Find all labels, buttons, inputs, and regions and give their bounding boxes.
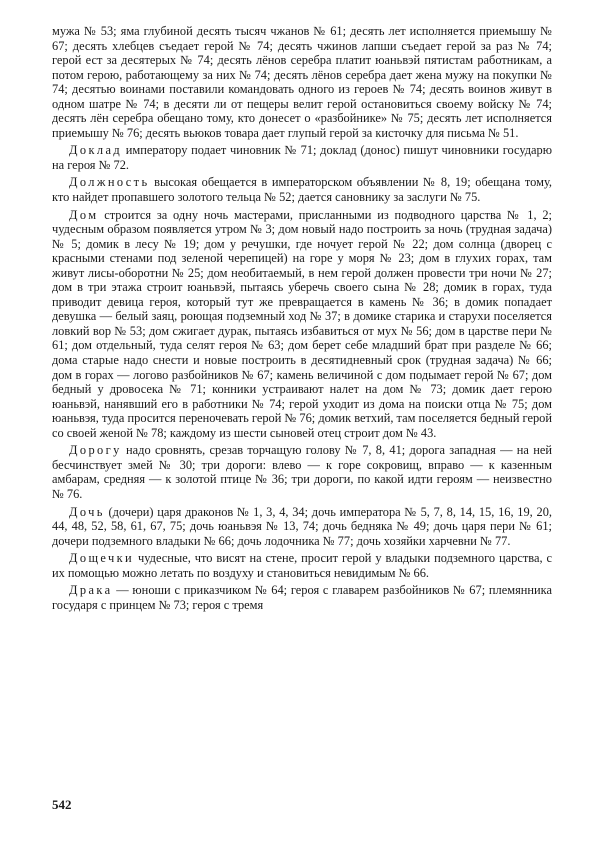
page-number: 542 <box>52 797 72 812</box>
entry-text: высокая обещается в императорском объявлении № 8, 19; обещана тому, кто найдет пропавшего золотого тельца № 52; дается сановнику за заслуги № 75. <box>52 175 552 205</box>
entry-term: Дощечки <box>69 551 135 566</box>
entry-text: — юноши с приказчиком № 64; героя с главарем разбойников № 67; племянника государя с принцем № 73; героя с тремя <box>52 583 552 612</box>
entry-text: строится за одну ночь мастерами, присланными из подводного царства № 1, 2; чудесным образом появляется утром № 3; дом новый надо построить за ночь (трудная задача) № 5; домик в лесу № 19; дом у речушки, где ночует герой № 22; дом солнца (дворец с красными стенами под зеленой черепицей) на горе у моря № 23; дом в глухих горах, там живут лисы-оборотни № 25; дом необитаемый, в нем герой должен провести три ночи № 27; дом в три этажа строит юаньвэй, пытаясь уберечь своего сына № 28; домик в горах, туда приводит девица героя, который тут же превращается в камень № 36; в домик попадает девушка — белый заяц, роющая подземный ход № 37; в домике старика и старухи поселяется ловкий вор № 53; дом сжигает дурак, пытаясь избавиться от мух № 56; дом в царстве пери № 61; дом отдельный, туда селят героя № 63; дом берет себе младший брат при разделе № 66; дома старые надо снести и новые построить в десятидневный срок (трудная задача) № 66; дом в горах — логово разбойников № 67; камень величиной с дом подымает герой № 67; дом бедный у дровосека № 71; конники устраивают налет на дом № 73; домик дает герою юаньвэй, нанявший его в работники № 74; герой уходит из дома на поиски отца № 75; дом юаньвэя, туда просится переночевать герой № 76; домик ветхий, там поселяется бедный герой со своей женой № 78; каждому из шести сыновей отец строит дом № 43. <box>52 207 552 440</box>
entry-text: императору подает чиновник № 71; доклад (донос) пишут чиновники государю на героя № 72. <box>52 143 552 172</box>
index-entry-draka <box>52 583 552 612</box>
entry-term: Дорогу <box>69 443 122 458</box>
index-entry-dom <box>52 208 552 441</box>
index-entry-doklad <box>52 143 552 172</box>
entry-term: Должность <box>69 175 150 190</box>
entry-text: мужа № 53; яма глубиной десять тысяч чжанов № 61; десять лет исполняется приемышу № 67; десять хлебцев съедает герой № 74; десять чжинов лапши съедает герой за раз № 74; герой ест за десятерых № 74; десять лёнов серебра платит юаньвэй пятистам работникам, а потом герою, работающему за них № 74; десять лёнов серебра дает жена мужу на покупки № 74; десятью воинами поставили командовать одного из героев № 74; десять воинов живут в одном шатре № 74; в десяти ли от пещеры велит герой остановиться своему войску № 74; десять лён серебра обещано тому, кто донесет о «разбойнике» № 75; десять лет исполняется приемышу № 76; десять вьюков товара дает глупый герой за кисточку для письма № 51. <box>52 24 552 140</box>
entry-term: Драка <box>69 583 113 598</box>
index-page-body <box>52 24 552 615</box>
index-entry-doshchechki <box>52 551 552 580</box>
entry-term: Дом <box>69 207 99 222</box>
entry-term: Дочь <box>69 504 105 519</box>
index-entry-dolzhnost <box>52 175 552 204</box>
index-entry-dorogu <box>52 443 552 501</box>
entry-text: чудесные, что висят на стене, просит герой у владыки подземного царства, с их помощью можно летать по воздуху и становиться невидимым № 66. <box>52 551 552 580</box>
index-entry-doch <box>52 505 552 549</box>
entry-text: надо сровнять, срезав торчащую голову № 7, 8, 41; дорога западная — на ней бесчинствует змей № 30; три дороги: влево — к горе сокровищ, вправо — к казенным амбарам, средняя — к золотой птице № 36; три дороги, по какой идти героям — неизвестно № 76. <box>52 443 552 501</box>
entry-term: Доклад <box>69 143 123 158</box>
entry-text: (дочери) царя драконов № 1, 3, 4, 34; дочь императора № 5, 7, 8, 14, 15, 16, 19, 20, 44, 48, 52, 58, 61, 67, 75; дочь юаньвэя № 13, 74; дочь бедняка № 49; дочь царя пери № 61; дочери подземного владыки № 66; дочь лодочника № 77; дочь хозяйки харчевни № 77. <box>52 504 552 548</box>
index-entry-continuation <box>52 24 552 140</box>
